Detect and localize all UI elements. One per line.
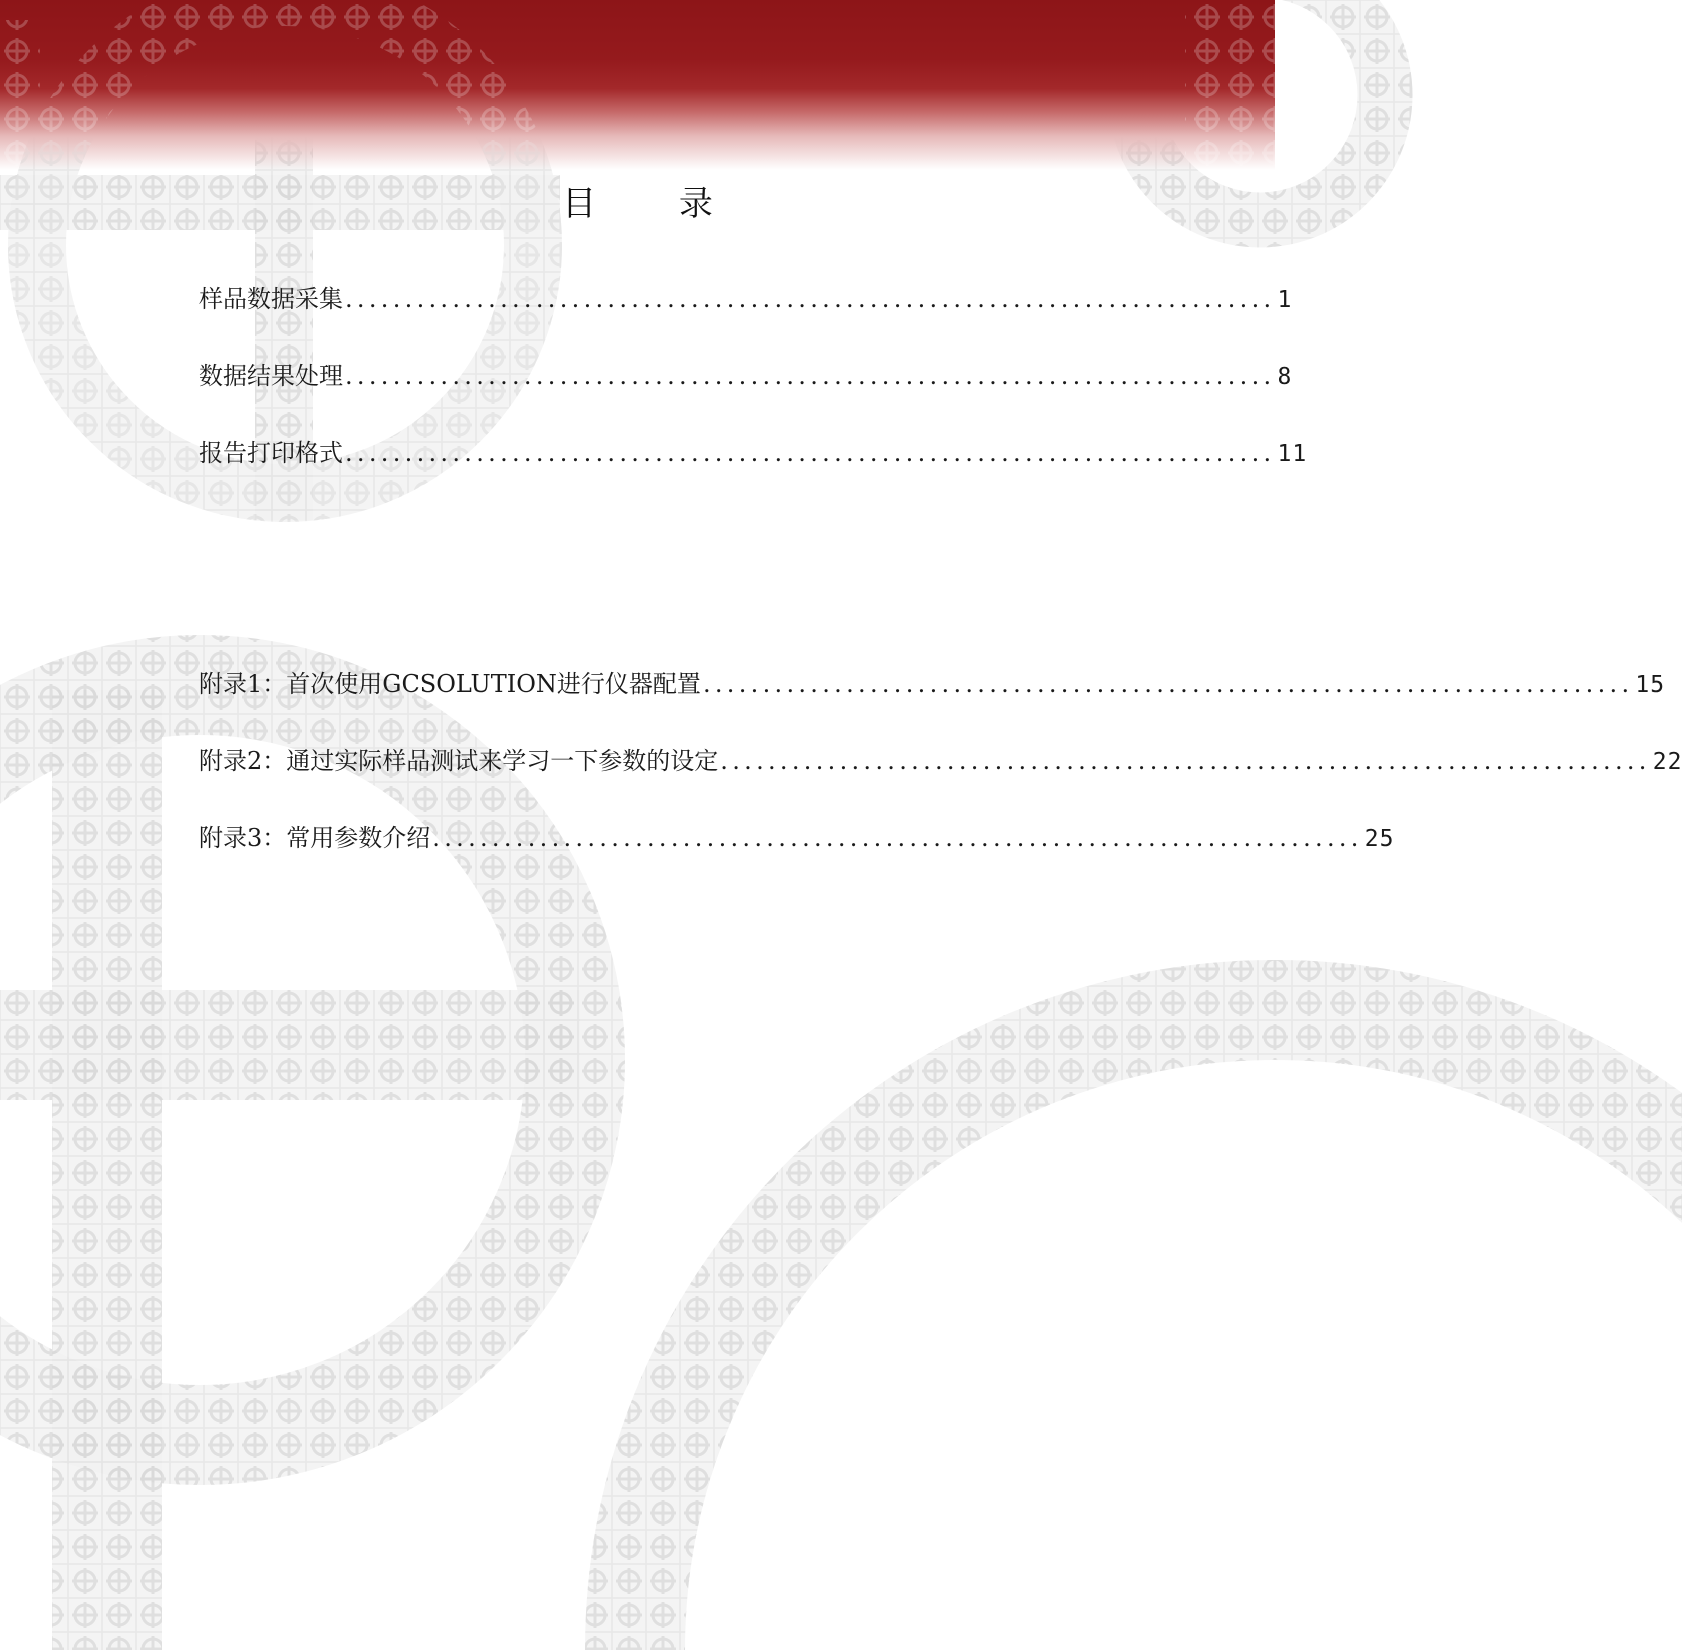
appendix-entry[interactable] bbox=[199, 668, 1666, 701]
toc-entry-page: 8 bbox=[1277, 364, 1293, 390]
toc-title: 目 录 bbox=[562, 184, 749, 224]
dot-leader: .............................................................................. bbox=[345, 439, 1276, 467]
appendix-entry-label: 附录1：首次使用GCSOLUTION进行仪器配置 bbox=[199, 670, 701, 698]
toc-entry-page: 11 bbox=[1277, 441, 1308, 467]
dot-leader: .............................................................................. bbox=[432, 824, 1363, 852]
toc-entry-label: 样品数据采集 bbox=[199, 285, 343, 313]
appendix-entry-page: 22 bbox=[1652, 749, 1682, 775]
appendix-entry-page: 25 bbox=[1364, 826, 1395, 852]
appendix-entry[interactable] bbox=[199, 822, 1395, 855]
toc-entry-label: 数据结果处理 bbox=[199, 362, 343, 390]
toc-entry-label: 报告打印格式 bbox=[199, 439, 343, 467]
dot-leader: .............................................................................. bbox=[702, 670, 1634, 698]
toc-entry-page: 1 bbox=[1277, 287, 1293, 313]
appendix-entry-label: 附录2：通过实际样品测试来学习一下参数的设定 bbox=[199, 747, 719, 775]
appendix-entry[interactable] bbox=[199, 745, 1682, 778]
toc-entry[interactable] bbox=[199, 360, 1293, 393]
appendix-entry-label: 附录3：常用参数介绍 bbox=[199, 824, 431, 852]
dot-leader: .............................................................................. bbox=[345, 285, 1276, 313]
dot-leader: .............................................................................. bbox=[345, 362, 1276, 390]
appendix-entry-page: 15 bbox=[1635, 672, 1666, 698]
toc-entry[interactable] bbox=[199, 437, 1308, 470]
toc-entry[interactable] bbox=[199, 283, 1293, 316]
dot-leader: .............................................................................. bbox=[720, 747, 1651, 775]
